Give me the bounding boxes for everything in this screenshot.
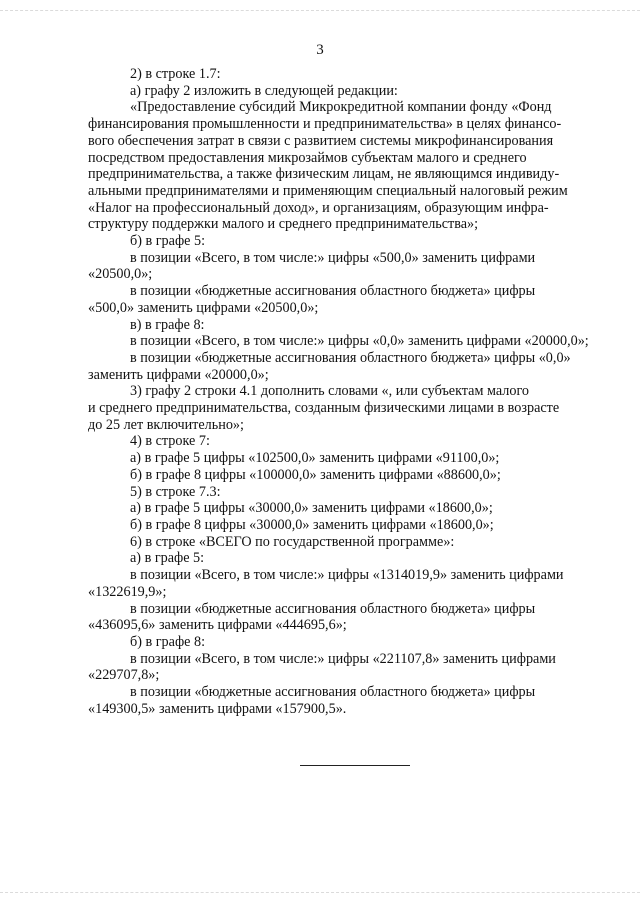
paragraph: в позиции «Всего, в том числе:» цифры «0,0» заменить цифрами «20000,0»; [130,333,589,350]
paragraph: б) в графе 8: [130,633,206,650]
paragraph: а) графу 2 изложить в следующей редакции: [130,82,398,99]
paragraph: в позиции «бюджетные ассигнования областного бюджета» цифры «149300,5» заменить цифрами «157900,5». [88,684,536,717]
paragraph: в позиции «Всего, в том числе:» цифры «1314019,9» заменить цифрами «1322619,9»; [88,567,564,600]
end-separator-line [300,765,410,766]
paragraph: «Предоставление субсидий Микрокредитной компании фонду «Фонд финансирования промышленности и предпринимательства» в целях финансо- вого обеспечения затрат в связи с развитием системы микрофинансирования посредством предоставления микрозаймов субъектам малого и среднего предпринимательства, а также физическим лицам, не являющимся индивиду- альными предпринимателями и применяющим специальный налоговый режим «Налог на профессиональный доход», и организациям, образующим инфра- структуру поддержки малого и среднего предпринимательства»; [88,99,568,233]
scan-edge-bottom [0,892,640,895]
paragraph: 4) в строке 7: [130,433,210,450]
paragraph: 6) в строке «ВСЕГО по государственной программе»: [130,533,455,550]
paragraph: а) в графе 5: [130,550,205,567]
page-number: 3 [316,42,324,58]
scan-edge-top [0,10,640,13]
paragraph: в позиции «бюджетные ассигнования областного бюджета» цифры «436095,6» заменить цифрами «444695,6»; [88,600,536,634]
paragraph: в позиции «бюджетные ассигнования областного бюджета» цифры «0,0» заменить цифрами «20000,0»; [88,349,571,383]
paragraph: 5) в строке 7.3: [130,483,221,500]
paragraph: а) в графе 5 цифры «102500,0» заменить цифрами «91100,0»; [130,450,500,467]
paragraph: в позиции «Всего, в том числе:» цифры «500,0» заменить цифрами «20500,0»; [88,249,536,283]
paragraph: б) в графе 8 цифры «100000,0» заменить цифрами «88600,0»; [130,466,501,483]
paragraph: б) в графе 5: [130,233,206,250]
paragraph: в позиции «Всего, в том числе:» цифры «221107,8» заменить цифрами «229707,8»; [88,650,556,684]
document-body [88,66,613,717]
paragraph: а) в графе 5 цифры «30000,0» заменить цифрами «18600,0»; [130,500,493,517]
paragraph: 2) в строке 1.7: [130,66,221,82]
paragraph: б) в графе 8 цифры «30000,0» заменить цифрами «18600,0»; [130,516,494,533]
paragraph: в позиции «бюджетные ассигнования областного бюджета» цифры «500,0» заменить цифрами «20500,0»; [88,283,536,316]
paragraph: в) в графе 8: [130,316,205,333]
paragraph: 3) графу 2 строки 4.1 дополнить словами «, или субъектам малого и среднего предпринимательства, созданным физическими лицами в возрасте до 25 лет включительно»; [88,383,560,433]
